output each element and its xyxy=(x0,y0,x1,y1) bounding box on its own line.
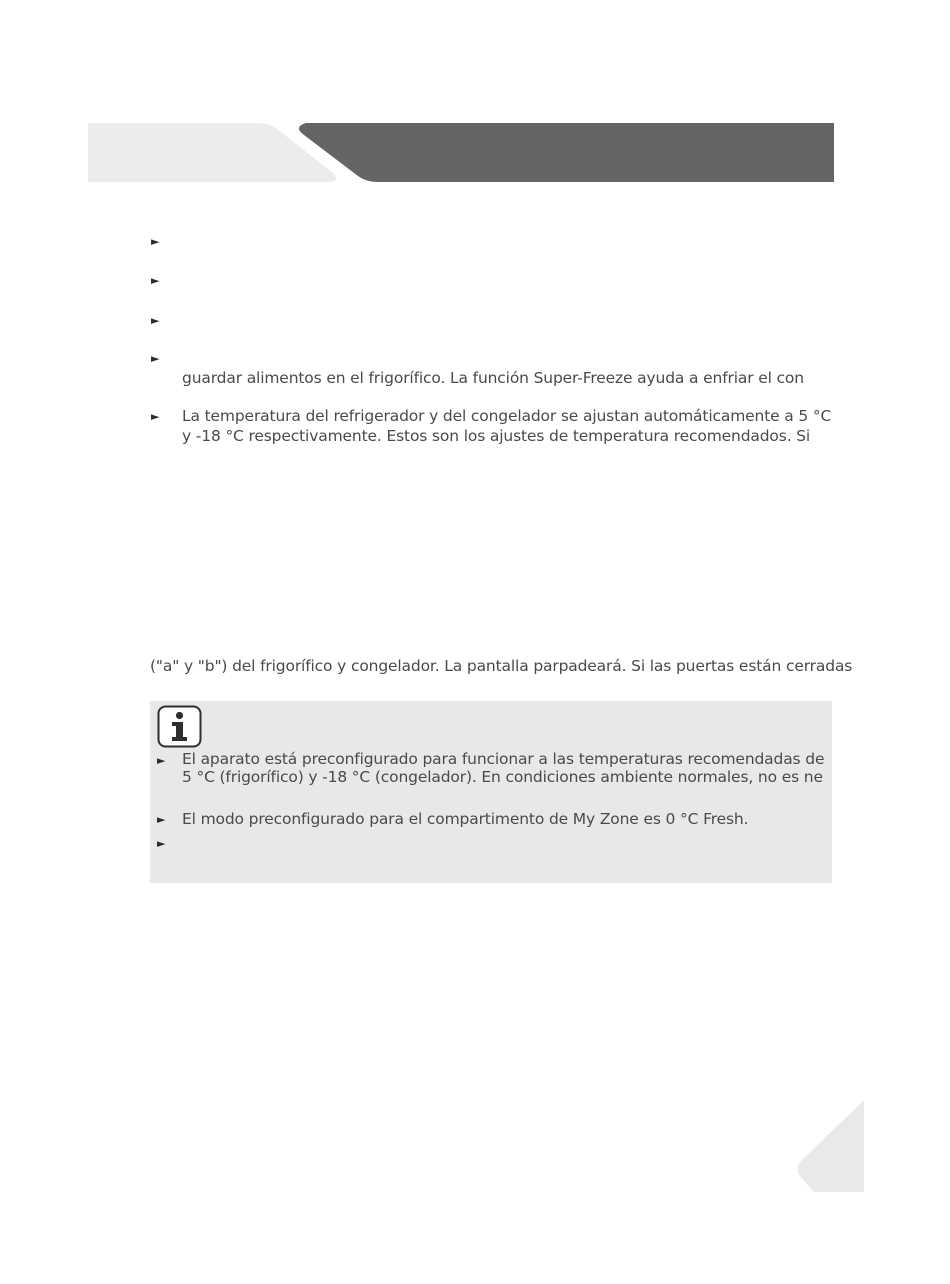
bullet-icon: ► xyxy=(157,813,166,826)
list-item-5-line-1: La temperatura del refrigerador y del congelador se ajustan automáticamente a 5 °C xyxy=(182,407,832,425)
info-box xyxy=(150,701,832,883)
paragraph-line: ("a" y "b") del frigorífico y congelador. La pantalla parpadeará. Si las puertas están cerradas xyxy=(150,657,853,675)
info-item-1-line-2: 5 °C (frigorífico) y -18 °C (congelador). En condiciones ambiente normales, no es ne xyxy=(182,768,823,786)
bullet-icon: ► xyxy=(157,754,166,767)
bullet-icon: ► xyxy=(151,314,160,327)
list-item-4-line-2: guardar alimentos en el frigorífico. La función Super-Freeze ayuda a enfriar el con xyxy=(182,369,804,387)
page-corner-tab xyxy=(796,1100,864,1192)
bullet-icon: ► xyxy=(151,352,160,365)
list-item-5-line-2: y -18 °C respectivamente. Estos son los ajustes de temperatura recomendados. Si xyxy=(182,427,811,445)
bullet-icon: ► xyxy=(151,410,160,423)
bullet-icon: ► xyxy=(157,837,166,850)
section-header-banner xyxy=(88,123,834,182)
bullet-icon: ► xyxy=(151,274,160,287)
info-icon xyxy=(157,705,202,748)
info-item-2-line-1: El modo preconfigurado para el compartimento de My Zone es 0 °C Fresh. xyxy=(182,810,749,828)
banner-dark-bar xyxy=(299,123,834,182)
info-item-1-line-1: El aparato está preconfigurado para funcionar a las temperaturas recomendadas de xyxy=(182,750,825,768)
bullet-icon: ► xyxy=(151,235,160,248)
banner-light-tab xyxy=(88,123,336,182)
